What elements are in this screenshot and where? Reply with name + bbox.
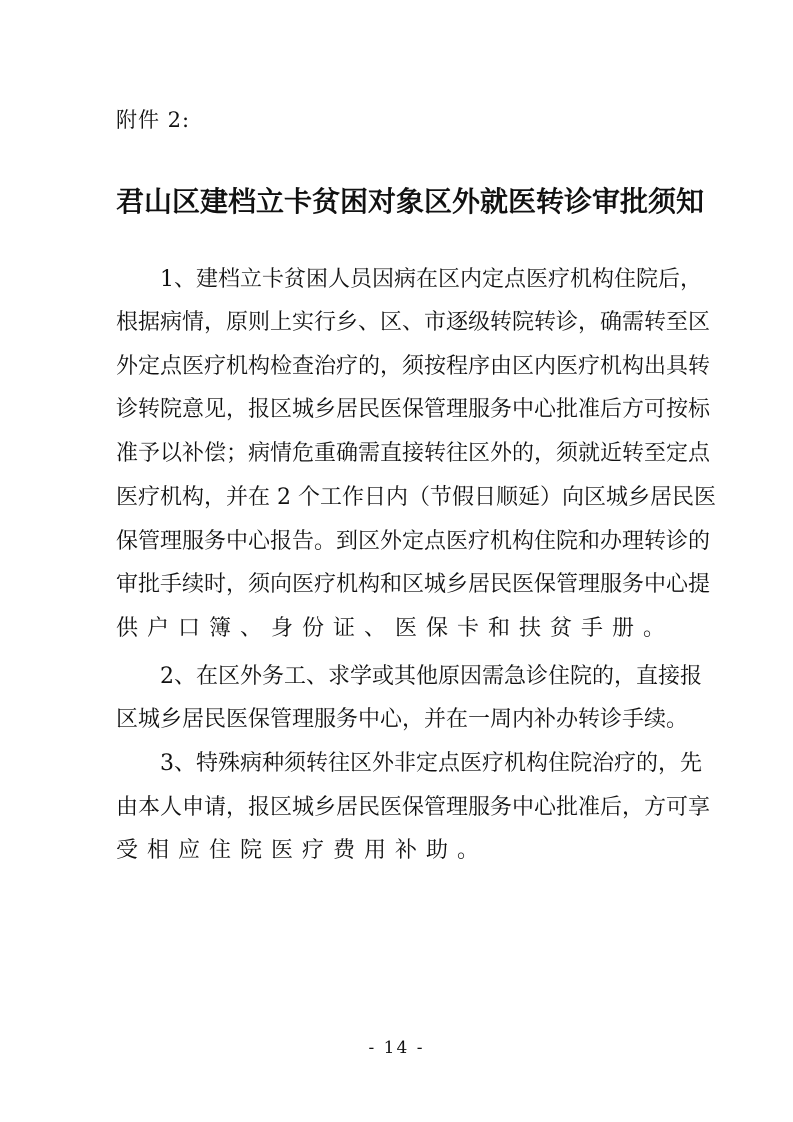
text-line: 2、在区外务工、求学或其他原因需急诊住院的，直接报 [160,664,702,689]
text-line: 受相应住院医疗费用补助。 [116,838,489,863]
text-line: 审批手续时，须向医疗机构和区城乡居民医保管理服务中心提 [116,572,711,597]
attachment-label: 附件 2: [116,108,191,132]
text-line: 1、建档立卡贫困人员因病在区内定点医疗机构住院后， [160,267,702,292]
text-line: 根据病情，原则上实行乡、区、市逐级转院转诊，确需转至区 [116,310,711,335]
document-title: 君山区建档立卡贫困对象区外就医转诊审批须知 [116,185,705,218]
text-line: 诊转院意见，报区城乡居民医保管理服务中心批准后方可按标 [116,397,711,422]
text-line: 供户口簿、身份证、医保卡和扶贫手册。 [116,616,675,641]
text-line: 准予以补偿；病情危重确需直接转往区外的，须就近转至定点 [116,441,711,466]
text-line: 医疗机构，并在 2 个工作日内（节假日顺延）向区城乡居民医 [116,485,716,510]
text-line: 3、特殊病种须转往区外非定点医疗机构住院治疗的，先 [160,751,702,776]
text-line: 区城乡居民医保管理服务中心，并在一周内补办转诊手续。 [116,707,689,732]
page-number: - 14 - [368,1038,425,1058]
text-line: 由本人申请，报区城乡居民医保管理服务中心批准后，方可享 [116,795,711,820]
text-line: 保管理服务中心报告。到区外定点医疗机构住院和办理转诊的 [116,529,711,554]
text-line: 外定点医疗机构检查治疗的，须按程序由区内医疗机构出具转 [116,354,711,379]
